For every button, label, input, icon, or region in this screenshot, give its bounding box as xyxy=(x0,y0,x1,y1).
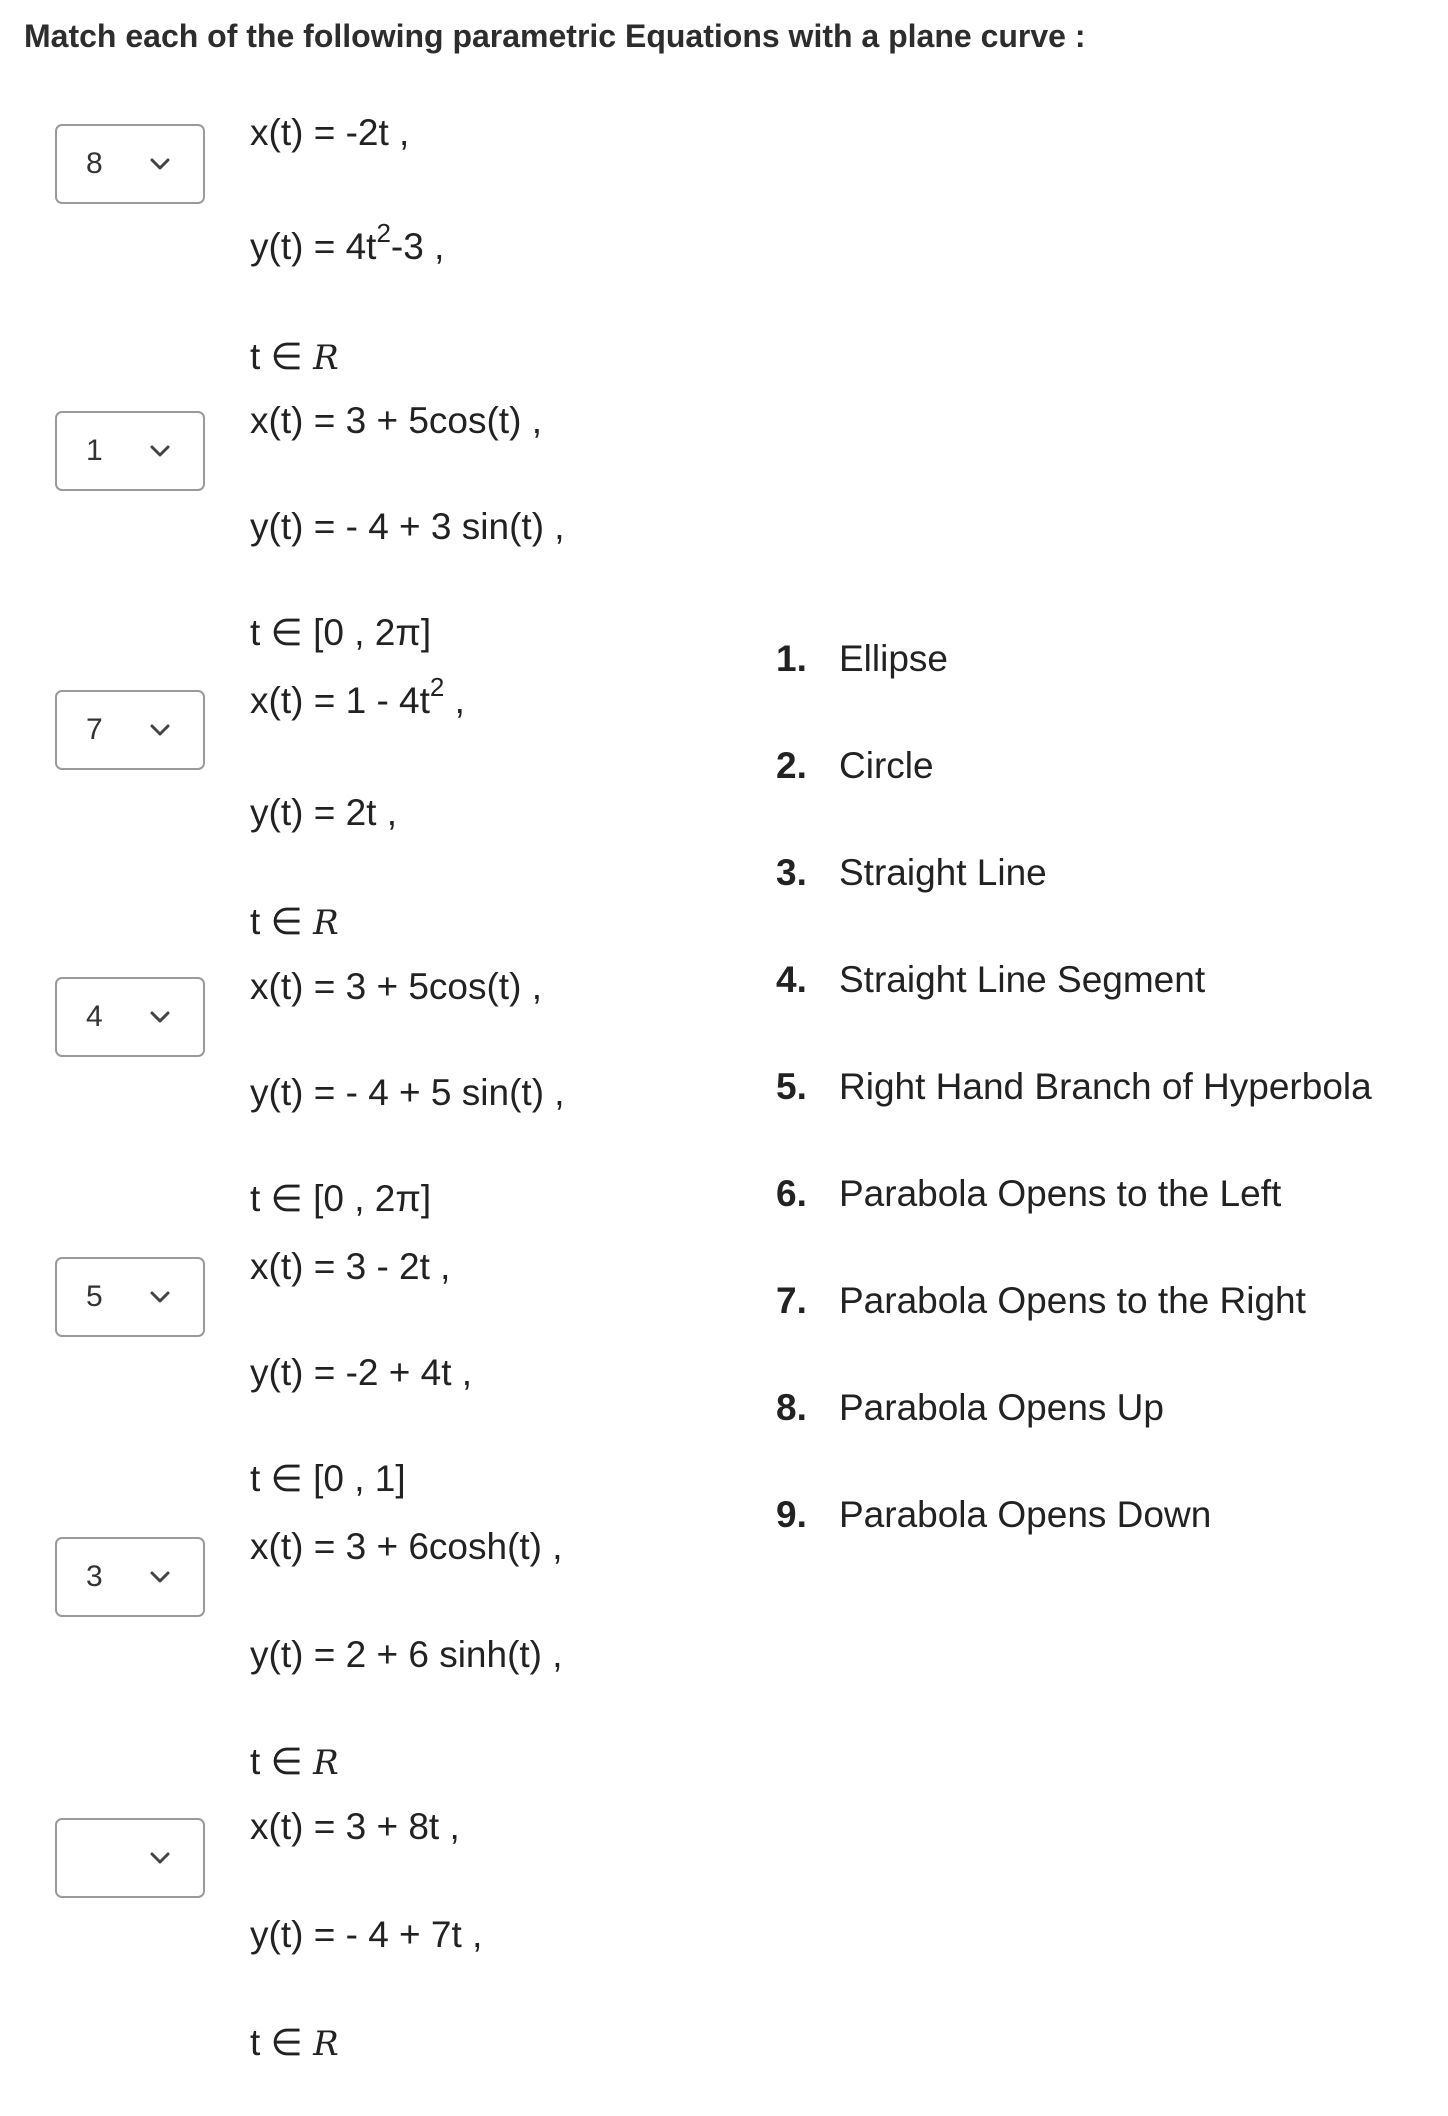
match-select-value: 3 xyxy=(86,1560,103,1593)
parameter-domain: t ∈ R xyxy=(250,1741,339,1783)
match-select-6[interactable] xyxy=(55,1537,205,1617)
y-equation: $y(t) = 4t^2-3$ , xyxy=(250,217,445,267)
y-equation: y(t) = 2t , xyxy=(250,792,398,833)
answer-item-5: 5. Right Hand Branch of Hyperbola xyxy=(776,1066,1372,1107)
answer-item-8: 8. Parabola Opens Up xyxy=(776,1387,1164,1428)
match-select-value: 4 xyxy=(86,1000,103,1033)
match-select-value: 8 xyxy=(86,147,103,180)
parameter-domain: t ∈ [0 , 1] xyxy=(250,1458,406,1499)
y-equation: y(t) = - 4 + 7t , xyxy=(250,1914,483,1955)
chevron-down-icon xyxy=(149,1851,171,1865)
x-equation: x(t) = 3 + 5cos(t) , xyxy=(250,400,542,441)
y-equation: y(t) = 2 + 6 sinh(t) , xyxy=(250,1634,563,1675)
chevron-down-icon xyxy=(149,723,171,737)
chevron-down-icon xyxy=(149,1010,171,1024)
parameter-domain: t ∈ R xyxy=(250,2022,339,2064)
x-equation: x(t) = 3 + 5cos(t) , xyxy=(250,966,542,1007)
y-equation: y(t) = -2 + 4t , xyxy=(250,1352,473,1393)
answer-item-7: 7. Parabola Opens to the Right xyxy=(776,1280,1306,1321)
match-select-1[interactable] xyxy=(55,124,205,204)
match-select-7[interactable] xyxy=(55,1818,205,1898)
match-select-value: 1 xyxy=(86,434,103,467)
match-select-2[interactable] xyxy=(55,411,205,491)
parameter-domain: t ∈ R xyxy=(250,336,339,378)
chevron-down-icon xyxy=(149,157,171,171)
x-equation: x(t) = 3 + 8t , xyxy=(250,1806,460,1847)
chevron-down-icon xyxy=(149,1290,171,1304)
answer-item-3: 3. Straight Line xyxy=(776,852,1047,893)
match-select-4[interactable] xyxy=(55,977,205,1057)
answer-item-6: 6. Parabola Opens to the Left xyxy=(776,1173,1282,1214)
answer-item-9: 9. Parabola Opens Down xyxy=(776,1494,1212,1535)
match-select-value: 7 xyxy=(86,713,103,746)
parameter-domain: t ∈ R xyxy=(250,901,339,943)
chevron-down-icon xyxy=(149,1570,171,1584)
x-equation: x(t) = 3 - 2t , xyxy=(250,1246,451,1287)
answer-item-4: 4. Straight Line Segment xyxy=(776,959,1206,1000)
parameter-domain: t ∈ [0 , 2π] xyxy=(250,1178,432,1219)
y-equation: y(t) = - 4 + 3 sin(t) , xyxy=(250,506,565,547)
answer-item-1: 1. Ellipse xyxy=(776,638,948,679)
chevron-down-icon xyxy=(149,444,171,458)
question-title: Match each of the following parametric Equations with a plane curve : xyxy=(24,18,1086,54)
x-equation: $x(t) = 1 - 4t^2$ , xyxy=(250,671,465,721)
answer-item-2: 2. Circle xyxy=(776,745,934,786)
x-equation: x(t) = -2t , xyxy=(250,112,410,153)
parameter-domain: t ∈ [0 , 2π] xyxy=(250,612,432,653)
match-select-value: 5 xyxy=(86,1280,103,1313)
match-select-5[interactable] xyxy=(55,1257,205,1337)
y-equation: y(t) = - 4 + 5 sin(t) , xyxy=(250,1072,565,1113)
match-select-3[interactable] xyxy=(55,690,205,770)
x-equation: x(t) = 3 + 6cosh(t) , xyxy=(250,1526,563,1567)
